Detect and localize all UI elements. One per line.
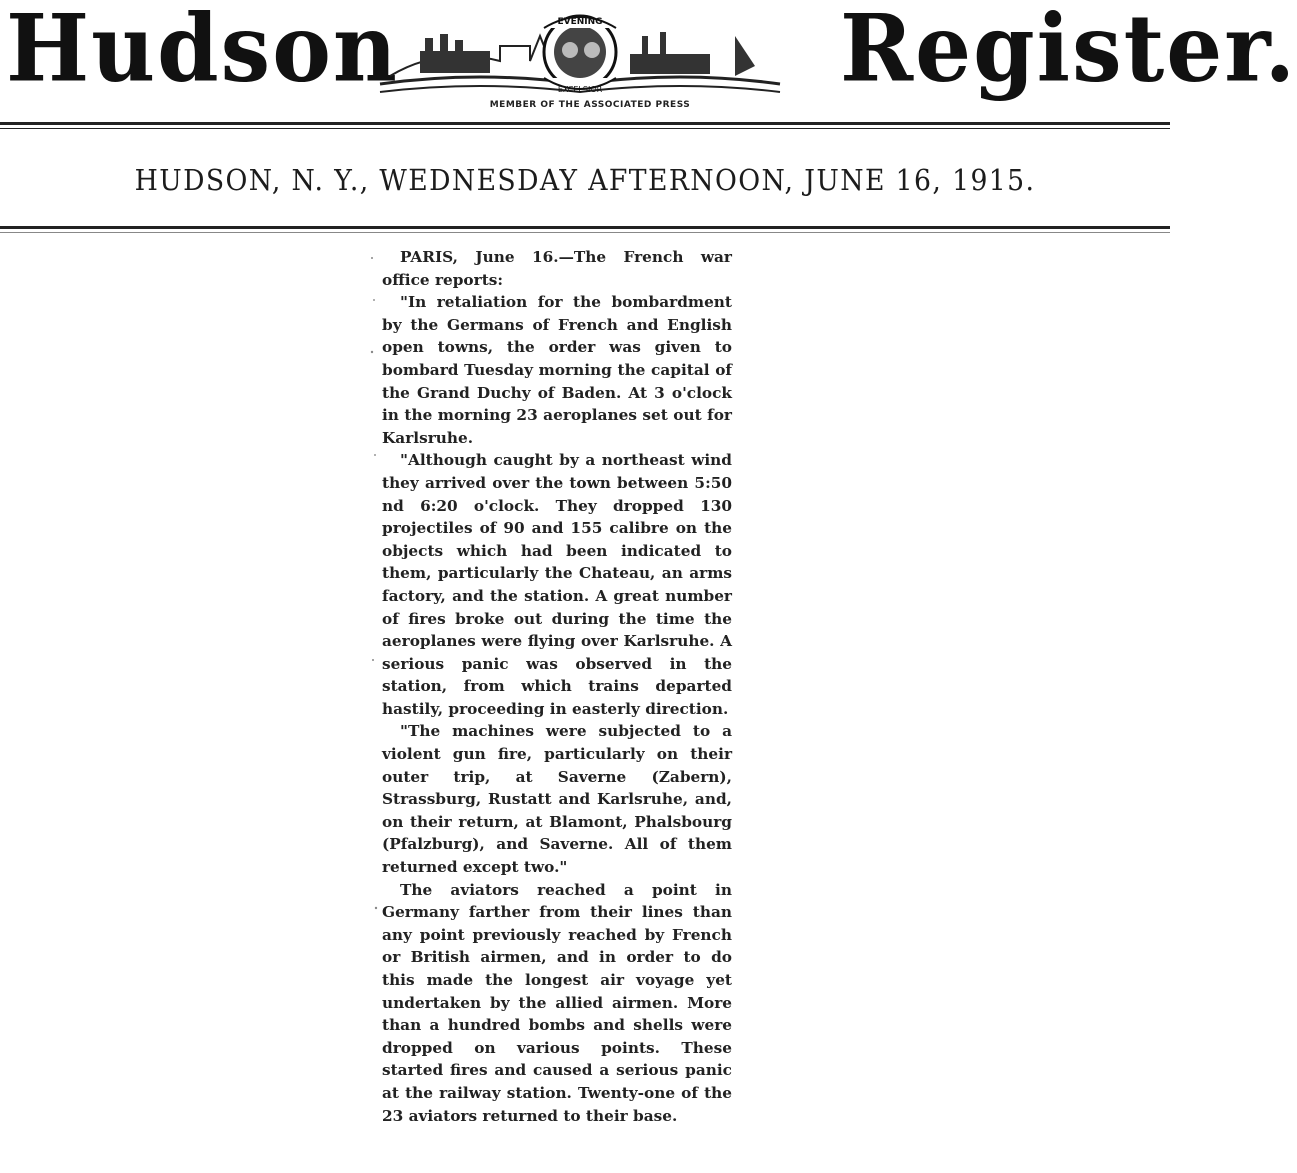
emblem-top-text: EVENING [557,17,603,27]
masthead-rule-thin [0,128,1170,129]
column-margin-speckles [360,240,378,1170]
article-paragraph: "Although caught by a northeast wind they arrived over the town between 5:50 nd 6:20 o'clock. They dropped 130 projectiles of 90 and 155 calibre on the objects which had been indicated to them, particularly the Chateau, an arms factory, and the station. A great number of fires broke out during the time the aeroplanes were flying over Karlsruhe. A serious panic was observed in the station, from which trains departed hastily, proceeding in easterly direction. [382,451,732,718]
dateline-rule-thick [0,226,1170,229]
masthead-rule-thick [0,122,1170,125]
masthead-emblem [380,6,780,100]
dateline: HUDSON, N. Y., WEDNESDAY AFTERNOON, JUNE 16, 1915. [134,163,1036,197]
article-column [382,246,732,1127]
newspaper-title-right: Register. [840,0,1297,103]
emblem-bottom-text: EXCELSIOR [557,85,603,94]
article-paragraph: "In retaliation for the bombardment by the Germans of French and English open towns, the order was given to bombard Tuesday morning the capital of the Grand Duchy of Baden. At 3 o'clock in the morning 23 aeroplanes set out for Karlsruhe. [382,293,732,447]
newspaper-title-left: Hudson [6,0,399,103]
dateline-rule-thin [0,232,1170,233]
article-paragraph: "The machines were subjected to a violent gun fire, particularly on their outer trip, at Saverne (Zabern), Strassburg, Rustatt and Karlsruhe, and, on their return, at Blamont, Phalsbourg (Pfalzburg), and Saverne. All of them returned except two." [382,722,732,877]
associated-press-line: MEMBER OF THE ASSOCIATED PRESS [489,100,691,110]
article-paragraph: PARIS, June 16.—The French war office reports: [382,248,732,289]
masthead [0,0,1297,120]
article-paragraph: The aviators reached a point in Germany farther from their lines than any point previously reached by French or British airmen, and in order to do this made the longest air voyage yet undertaken by the allied airmen. More than a hundred bombs and shells were dropped on various points. These started fires and caused a serious panic at the railway station. Twenty-one of the 23 aviators returned to their base. [382,880,732,1125]
